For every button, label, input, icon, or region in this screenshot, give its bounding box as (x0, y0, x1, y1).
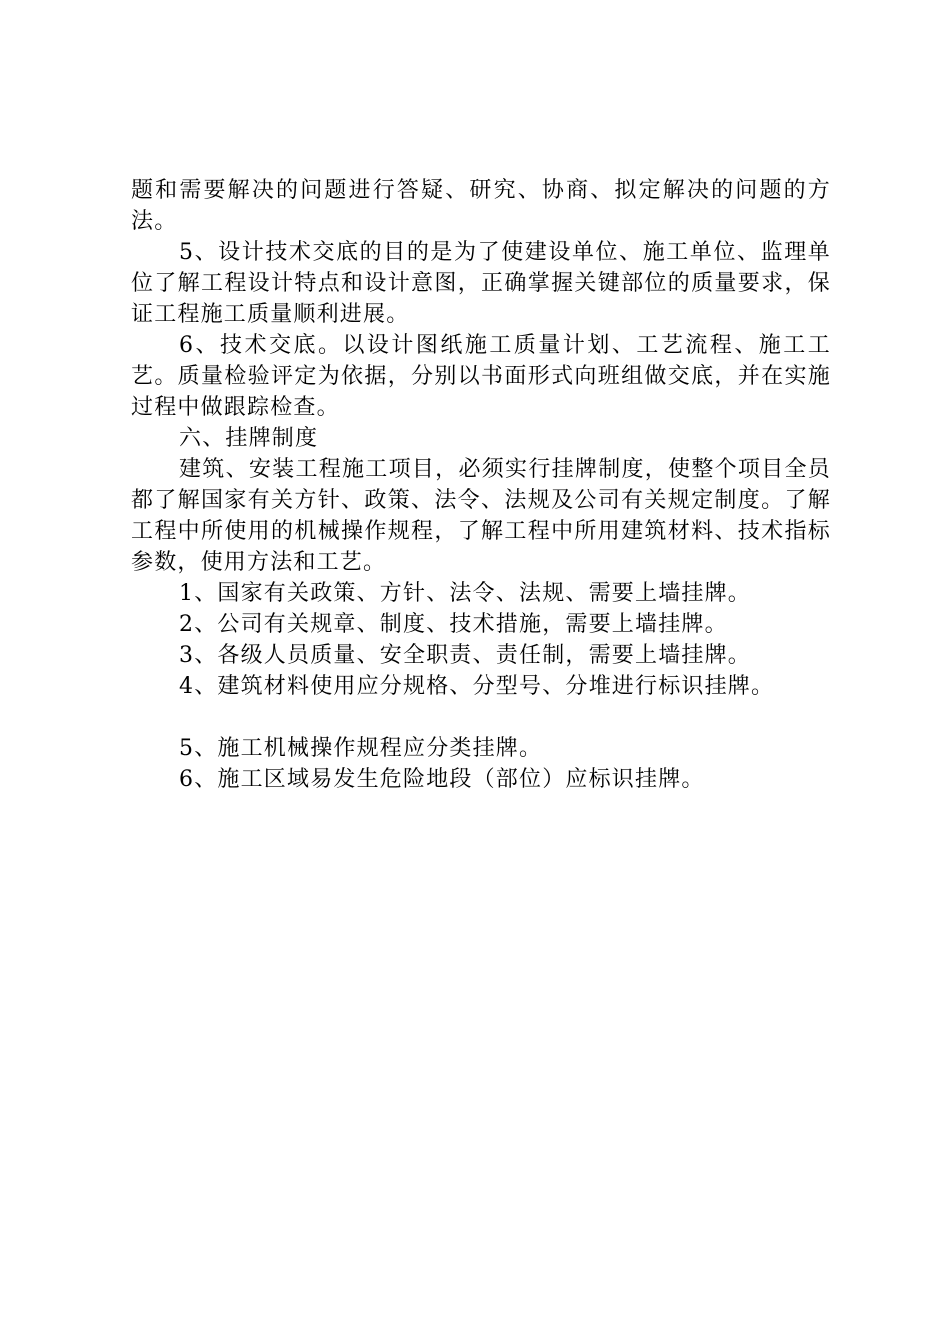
section-heading-signage-system: 六、挂牌制度 (179, 426, 319, 451)
paragraph-continuation: 题和需要解决的问题进行答疑、研究、协商、拟定解决的问题的方法。 (131, 178, 831, 234)
list-item-6: 6、施工区域易发生危险地段（部位）应标识挂牌。 (179, 767, 705, 792)
paragraph-item-6-technical-disclosure: 6、技术交底。以设计图纸施工质量计划、工艺流程、施工工艺。质量检验评定为依据，分别以书面形式向班组做交底，并在实施过程中做跟踪检查。 (131, 333, 831, 420)
document-body (131, 175, 831, 795)
list-item-5: 5、施工机械操作规程应分类挂牌。 (179, 736, 543, 761)
list-item-4: 4、建筑材料使用应分规格、分型号、分堆进行标识挂牌。 (179, 674, 775, 699)
blank-line (131, 702, 831, 733)
list-item-1: 1、国家有关政策、方针、法令、法规、需要上墙挂牌。 (179, 581, 751, 606)
paragraph-item-5-design-disclosure: 5、设计技术交底的目的是为了使建设单位、施工单位、监理单位了解工程设计特点和设计意图，正确掌握关键部位的质量要求，保证工程施工质量顺利进展。 (131, 240, 831, 327)
paragraph-signage-intro: 建筑、安装工程施工项目，必须实行挂牌制度，使整个项目全员都了解国家有关方针、政策、法令、法规及公司有关规定制度。了解工程中所使用的机械操作规程，了解工程中所用建筑材料、技术指标参数，使用方法和工艺。 (131, 457, 831, 575)
list-item-2: 2、公司有关规章、制度、技术措施，需要上墙挂牌。 (179, 612, 728, 637)
list-item-3: 3、各级人员质量、安全职责、责任制，需要上墙挂牌。 (179, 643, 751, 668)
